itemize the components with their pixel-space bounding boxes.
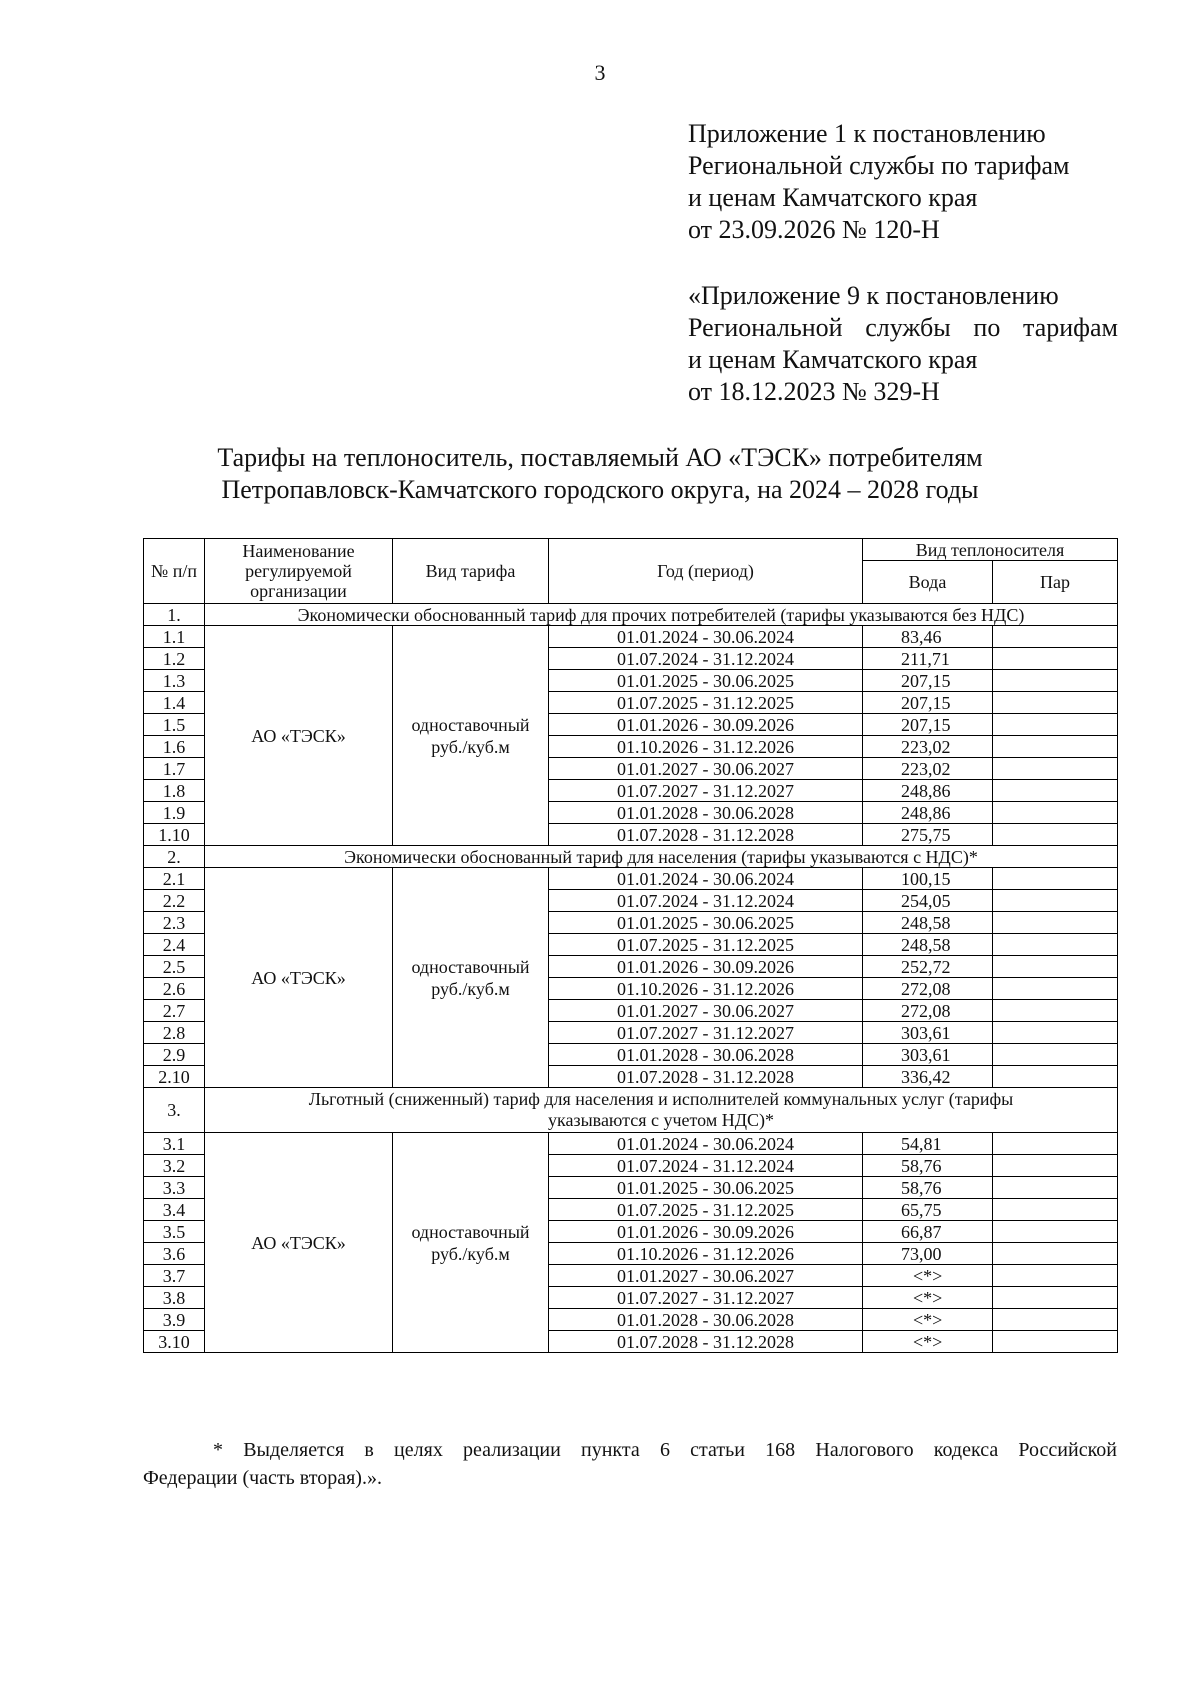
section-header-row bbox=[144, 1088, 1118, 1133]
row-number: 2.3 bbox=[144, 912, 205, 934]
steam-value bbox=[993, 1287, 1118, 1309]
period-cell: 01.01.2028 - 30.06.2028 bbox=[549, 1309, 863, 1331]
period-cell: 01.07.2024 - 31.12.2024 bbox=[549, 890, 863, 912]
period-cell: 01.07.2024 - 31.12.2024 bbox=[549, 648, 863, 670]
row-number: 2.2 bbox=[144, 890, 205, 912]
row-number: 3.2 bbox=[144, 1155, 205, 1177]
row-number: 2.8 bbox=[144, 1022, 205, 1044]
section-number: 1. bbox=[144, 604, 205, 626]
organization-cell: АО «ТЭСК» bbox=[205, 1133, 393, 1353]
period-cell: 01.01.2026 - 30.09.2026 bbox=[549, 1221, 863, 1243]
row-number: 3.5 bbox=[144, 1221, 205, 1243]
water-value: 66,87 bbox=[863, 1221, 993, 1243]
header-organization: Наименование регулируемой организации bbox=[205, 539, 393, 604]
appendix-header-2 bbox=[688, 280, 1118, 408]
row-number: 3.8 bbox=[144, 1287, 205, 1309]
period-cell: 01.07.2024 - 31.12.2024 bbox=[549, 1155, 863, 1177]
row-number: 2.5 bbox=[144, 956, 205, 978]
water-value: <*> bbox=[863, 1331, 993, 1353]
steam-value bbox=[993, 626, 1118, 648]
organization-cell: АО «ТЭСК» bbox=[205, 626, 393, 846]
period-cell: 01.01.2026 - 30.09.2026 bbox=[549, 956, 863, 978]
header-tariff-type: Вид тарифа bbox=[393, 539, 549, 604]
section-title: Льготный (сниженный) тариф для населения и исполнителей коммунальных услуг (тарифы указываются с учетом НДС)* bbox=[205, 1088, 1118, 1133]
row-number: 2.7 bbox=[144, 1000, 205, 1022]
water-value: 223,02 bbox=[863, 758, 993, 780]
row-number: 2.4 bbox=[144, 934, 205, 956]
water-value: 254,05 bbox=[863, 890, 993, 912]
steam-value bbox=[993, 1199, 1118, 1221]
row-number: 1.10 bbox=[144, 824, 205, 846]
water-value: 223,02 bbox=[863, 736, 993, 758]
steam-value bbox=[993, 1066, 1118, 1088]
water-value: 248,86 bbox=[863, 802, 993, 824]
appendix-header-1 bbox=[688, 118, 1118, 246]
period-cell: 01.01.2026 - 30.09.2026 bbox=[549, 714, 863, 736]
table-row bbox=[144, 626, 1118, 648]
steam-value bbox=[993, 1243, 1118, 1265]
water-value: 58,76 bbox=[863, 1177, 993, 1199]
period-cell: 01.07.2025 - 31.12.2025 bbox=[549, 934, 863, 956]
period-cell: 01.01.2024 - 30.06.2024 bbox=[549, 868, 863, 890]
row-number: 2.1 bbox=[144, 868, 205, 890]
section-header-row bbox=[144, 846, 1118, 868]
period-cell: 01.07.2028 - 31.12.2028 bbox=[549, 1066, 863, 1088]
period-cell: 01.01.2025 - 30.06.2025 bbox=[549, 1177, 863, 1199]
water-value: 54,81 bbox=[863, 1133, 993, 1155]
row-number: 3.6 bbox=[144, 1243, 205, 1265]
period-cell: 01.10.2026 - 31.12.2026 bbox=[549, 1243, 863, 1265]
period-cell: 01.07.2025 - 31.12.2025 bbox=[549, 692, 863, 714]
section-number: 3. bbox=[144, 1088, 205, 1133]
header-period: Год (период) bbox=[549, 539, 863, 604]
period-cell: 01.07.2027 - 31.12.2027 bbox=[549, 1287, 863, 1309]
header-steam: Пар bbox=[993, 561, 1118, 604]
period-cell: 01.01.2027 - 30.06.2027 bbox=[549, 1265, 863, 1287]
row-number: 1.1 bbox=[144, 626, 205, 648]
period-cell: 01.01.2024 - 30.06.2024 bbox=[549, 626, 863, 648]
document-title-line: Петропавловск-Камчатского городского округа, на 2024 – 2028 годы bbox=[221, 475, 979, 504]
section-title: Экономически обоснованный тариф для прочих потребителей (тарифы указываются без НДС) bbox=[205, 604, 1118, 626]
header-water: Вода bbox=[863, 561, 993, 604]
period-cell: 01.01.2025 - 30.06.2025 bbox=[549, 670, 863, 692]
row-number: 2.10 bbox=[144, 1066, 205, 1088]
row-number: 3.9 bbox=[144, 1309, 205, 1331]
footnote-line: * Выделяется в целях реализации пункта 6 статьи 168 Налогового кодекса Российской bbox=[213, 1439, 1117, 1461]
steam-value bbox=[993, 758, 1118, 780]
appendix-2-line: от 18.12.2023 № 329-Н bbox=[688, 377, 940, 406]
water-value: 248,58 bbox=[863, 934, 993, 956]
header-carrier-type: Вид теплоносителя bbox=[863, 539, 1118, 561]
steam-value bbox=[993, 956, 1118, 978]
period-cell: 01.01.2027 - 30.06.2027 bbox=[549, 758, 863, 780]
water-value: 83,46 bbox=[863, 626, 993, 648]
water-value: <*> bbox=[863, 1287, 993, 1309]
water-value: 207,15 bbox=[863, 692, 993, 714]
section-number: 2. bbox=[144, 846, 205, 868]
table-row bbox=[144, 1133, 1118, 1155]
steam-value bbox=[993, 1000, 1118, 1022]
water-value: 211,71 bbox=[863, 648, 993, 670]
row-number: 1.2 bbox=[144, 648, 205, 670]
water-value: 303,61 bbox=[863, 1022, 993, 1044]
row-number: 3.3 bbox=[144, 1177, 205, 1199]
row-number: 3.10 bbox=[144, 1331, 205, 1353]
period-cell: 01.01.2024 - 30.06.2024 bbox=[549, 1133, 863, 1155]
row-number: 1.9 bbox=[144, 802, 205, 824]
appendix-2-line: Региональной службы по тарифам bbox=[688, 313, 1118, 342]
steam-value bbox=[993, 1331, 1118, 1353]
tariff-type-cell: одноставочный руб./куб.м bbox=[393, 1133, 549, 1353]
row-number: 1.6 bbox=[144, 736, 205, 758]
period-cell: 01.07.2025 - 31.12.2025 bbox=[549, 1199, 863, 1221]
steam-value bbox=[993, 692, 1118, 714]
header-num: № п/п bbox=[144, 539, 205, 604]
period-cell: 01.01.2025 - 30.06.2025 bbox=[549, 912, 863, 934]
steam-value bbox=[993, 802, 1118, 824]
water-value: 100,15 bbox=[863, 868, 993, 890]
water-value: <*> bbox=[863, 1309, 993, 1331]
row-number: 3.7 bbox=[144, 1265, 205, 1287]
steam-value bbox=[993, 934, 1118, 956]
steam-value bbox=[993, 978, 1118, 1000]
section-title: Экономически обоснованный тариф для населения (тарифы указываются с НДС)* bbox=[205, 846, 1118, 868]
water-value: 336,42 bbox=[863, 1066, 993, 1088]
period-cell: 01.07.2028 - 31.12.2028 bbox=[549, 1331, 863, 1353]
table-row bbox=[144, 868, 1118, 890]
appendix-2-line: «Приложение 9 к постановлению bbox=[688, 281, 1059, 310]
tariff-type-cell: одноставочный руб./куб.м bbox=[393, 868, 549, 1088]
steam-value bbox=[993, 912, 1118, 934]
document-title bbox=[0, 442, 1200, 506]
water-value: 272,08 bbox=[863, 978, 993, 1000]
period-cell: 01.07.2027 - 31.12.2027 bbox=[549, 1022, 863, 1044]
water-value: 248,58 bbox=[863, 912, 993, 934]
water-value: 207,15 bbox=[863, 714, 993, 736]
water-value: 252,72 bbox=[863, 956, 993, 978]
steam-value bbox=[993, 1022, 1118, 1044]
water-value: <*> bbox=[863, 1265, 993, 1287]
appendix-1-line: и ценам Камчатского края bbox=[688, 183, 978, 212]
appendix-1-line: Региональной службы по тарифам bbox=[688, 151, 1070, 180]
steam-value bbox=[993, 780, 1118, 802]
period-cell: 01.07.2027 - 31.12.2027 bbox=[549, 780, 863, 802]
row-number: 1.5 bbox=[144, 714, 205, 736]
row-number: 3.4 bbox=[144, 1199, 205, 1221]
organization-cell: АО «ТЭСК» bbox=[205, 868, 393, 1088]
steam-value bbox=[993, 736, 1118, 758]
steam-value bbox=[993, 1265, 1118, 1287]
steam-value bbox=[993, 890, 1118, 912]
period-cell: 01.01.2028 - 30.06.2028 bbox=[549, 802, 863, 824]
tariff-type-cell: одноставочный руб./куб.м bbox=[393, 626, 549, 846]
row-number: 2.9 bbox=[144, 1044, 205, 1066]
steam-value bbox=[993, 1044, 1118, 1066]
tariff-table bbox=[143, 538, 1118, 1353]
appendix-2-line: и ценам Камчатского края bbox=[688, 345, 978, 374]
period-cell: 01.10.2026 - 31.12.2026 bbox=[549, 736, 863, 758]
period-cell: 01.01.2027 - 30.06.2027 bbox=[549, 1000, 863, 1022]
water-value: 303,61 bbox=[863, 1044, 993, 1066]
water-value: 207,15 bbox=[863, 670, 993, 692]
document-title-line: Тарифы на теплоноситель, поставляемый АО «ТЭСК» потребителям bbox=[217, 443, 983, 472]
steam-value bbox=[993, 1309, 1118, 1331]
row-number: 1.3 bbox=[144, 670, 205, 692]
steam-value bbox=[993, 868, 1118, 890]
footnote-line: Федерации (часть вторая).». bbox=[143, 1467, 382, 1489]
section-header-row bbox=[144, 604, 1118, 626]
steam-value bbox=[993, 1133, 1118, 1155]
row-number: 3.1 bbox=[144, 1133, 205, 1155]
steam-value bbox=[993, 824, 1118, 846]
tariff-table-body bbox=[144, 604, 1118, 1353]
row-number: 1.7 bbox=[144, 758, 205, 780]
steam-value bbox=[993, 1177, 1118, 1199]
water-value: 65,75 bbox=[863, 1199, 993, 1221]
footnote bbox=[143, 1436, 1117, 1492]
period-cell: 01.01.2028 - 30.06.2028 bbox=[549, 1044, 863, 1066]
water-value: 73,00 bbox=[863, 1243, 993, 1265]
page-number: 3 bbox=[594, 60, 606, 85]
period-cell: 01.07.2028 - 31.12.2028 bbox=[549, 824, 863, 846]
steam-value bbox=[993, 648, 1118, 670]
water-value: 248,86 bbox=[863, 780, 993, 802]
row-number: 2.6 bbox=[144, 978, 205, 1000]
steam-value bbox=[993, 670, 1118, 692]
row-number: 1.4 bbox=[144, 692, 205, 714]
period-cell: 01.10.2026 - 31.12.2026 bbox=[549, 978, 863, 1000]
steam-value bbox=[993, 1221, 1118, 1243]
steam-value bbox=[993, 1155, 1118, 1177]
water-value: 272,08 bbox=[863, 1000, 993, 1022]
appendix-1-line: от 23.09.2026 № 120-Н bbox=[688, 215, 940, 244]
water-value: 275,75 bbox=[863, 824, 993, 846]
water-value: 58,76 bbox=[863, 1155, 993, 1177]
steam-value bbox=[993, 714, 1118, 736]
row-number: 1.8 bbox=[144, 780, 205, 802]
appendix-1-line: Приложение 1 к постановлению bbox=[688, 119, 1046, 148]
